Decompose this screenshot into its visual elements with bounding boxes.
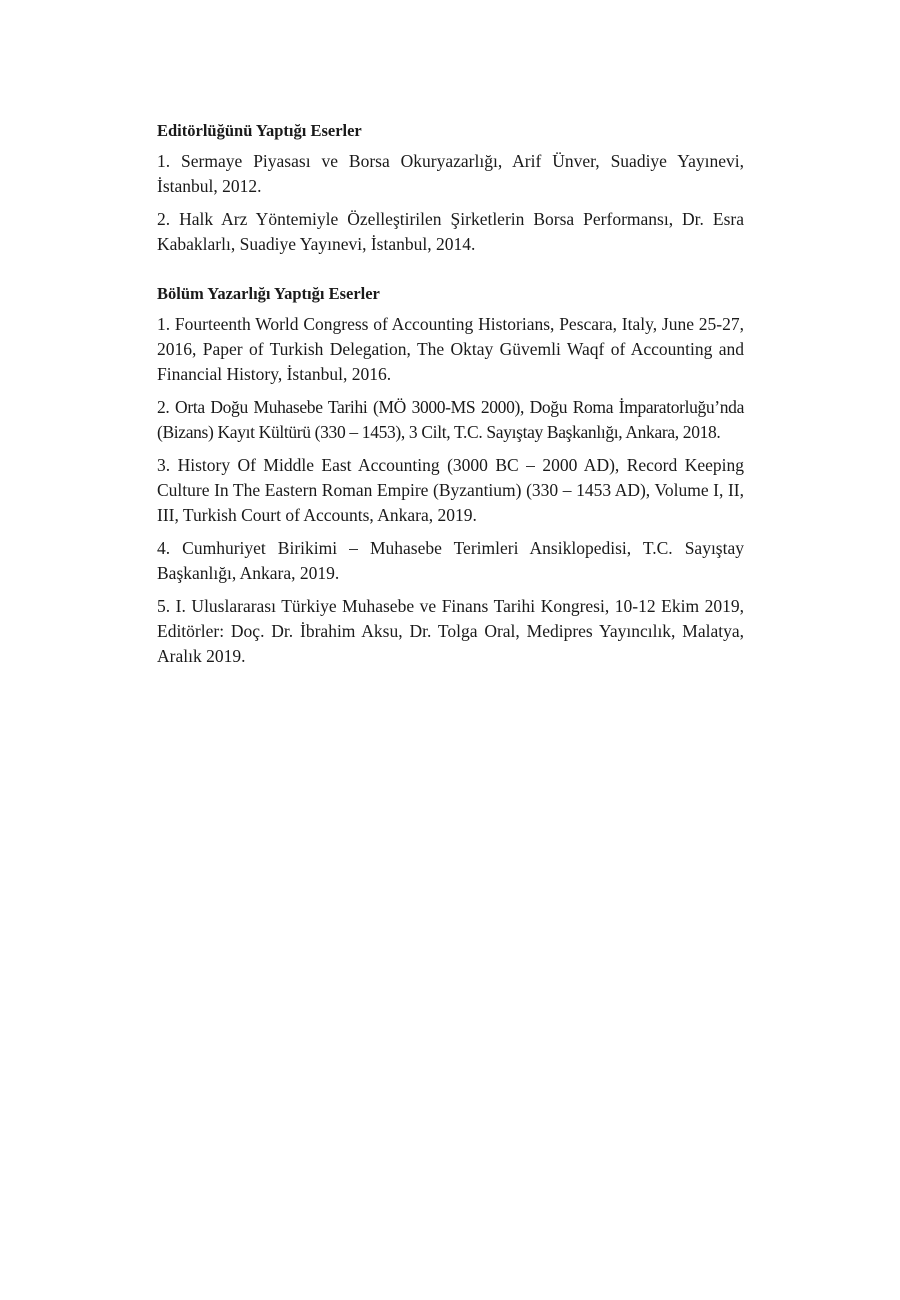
list-item: 1. Sermaye Piyasası ve Borsa Okuryazarlığı, Arif Ünver, Suadiye Yayınevi, İstanbul, 2012. (157, 151, 744, 196)
page-content (157, 118, 744, 677)
list-item: 2. Halk Arz Yöntemiyle Özelleştirilen Şirketlerin Borsa Performansı, Dr. Esra Kabaklarlı, Suadiye Yayınevi, İstanbul, 2014. (157, 209, 744, 254)
list-item: 3. History Of Middle East Accounting (3000 BC – 2000 AD), Record Keeping Culture In The Eastern Roman Empire (Byzantium) (330 – 1453 AD), Volume I, II, III, Turkish Court of Accounts, Ankara, 2019. (157, 455, 744, 525)
section-chapter-works (157, 281, 744, 669)
section-heading: Editörlüğünü Yaptığı Eserler (157, 121, 362, 140)
list-item: 2. Orta Doğu Muhasebe Tarihi (MÖ 3000-MS 2000), Doğu Roma İmparatorluğu’nda (Bizans) Kayıt Kültürü (330 – 1453), 3 Cilt, T.C. Sayıştay Başkanlığı, Ankara, 2018. (157, 397, 744, 442)
section-edited-works (157, 118, 744, 257)
list-item: 5. I. Uluslararası Türkiye Muhasebe ve Finans Tarihi Kongresi, 10-12 Ekim 2019, Editörler: Doç. Dr. İbrahim Aksu, Dr. Tolga Oral, Medipres Yayıncılık, Malatya, Aralık 2019. (157, 596, 744, 666)
section-heading: Bölüm Yazarlığı Yaptığı Eserler (157, 284, 380, 303)
list-item: 1. Fourteenth World Congress of Accounting Historians, Pescara, Italy, June 25-27, 2016, Paper of Turkish Delegation, The Oktay Güvemli Waqf of Accounting and Financial History, İstanbul, 2016. (157, 314, 744, 384)
list-item: 4. Cumhuriyet Birikimi – Muhasebe Terimleri Ansiklopedisi, T.C. Sayıştay Başkanlığı, Ankara, 2019. (157, 538, 744, 583)
